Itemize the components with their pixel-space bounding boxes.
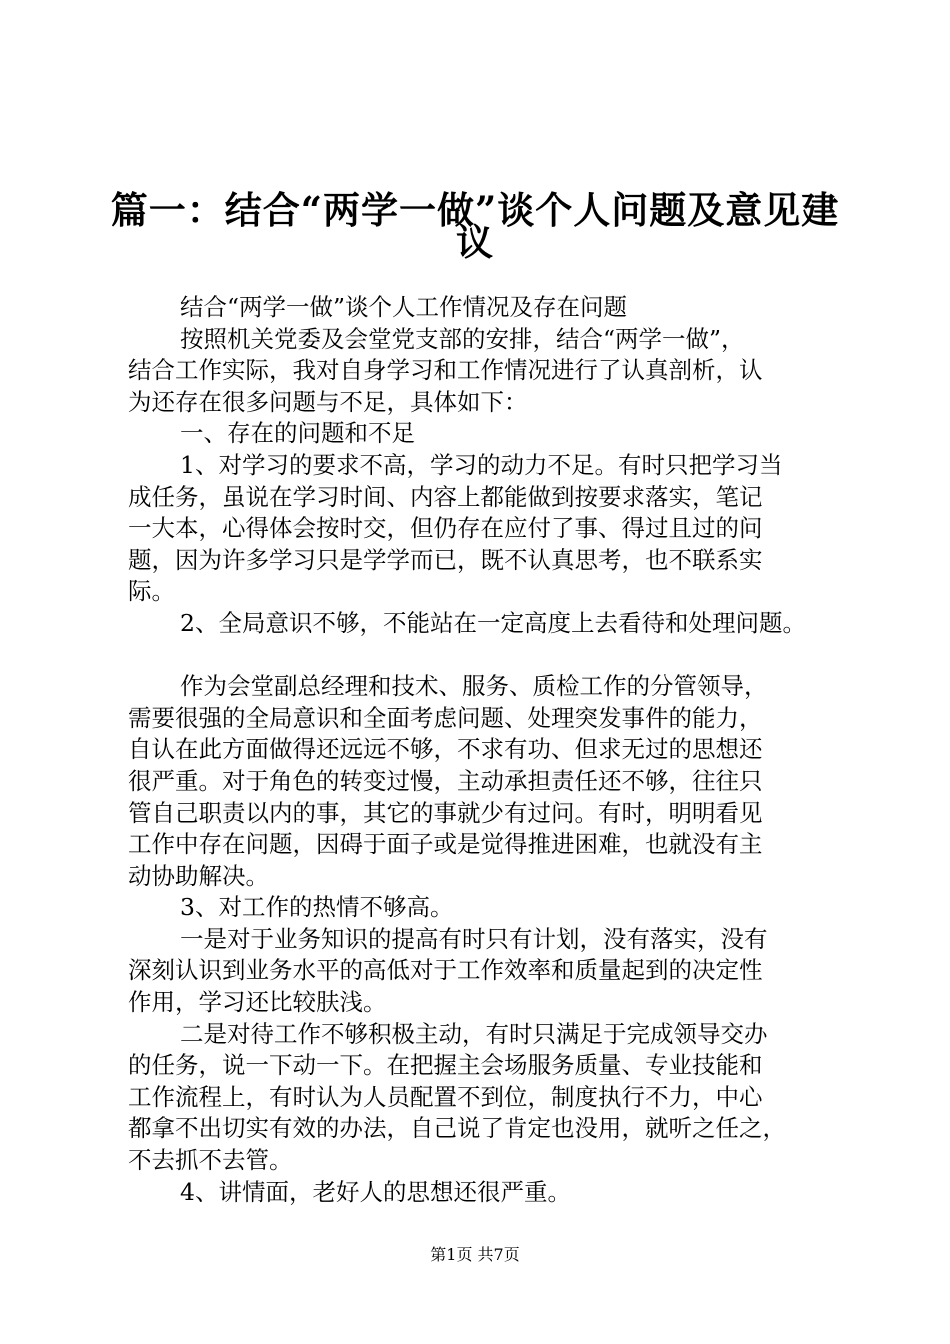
body-line: 很严重。对于角色的转变过慢，主动承担责任还不够，往往只 — [128, 766, 763, 795]
body-line: 动协助解决。 — [128, 861, 269, 890]
body-line: 深刻认识到业务水平的高低对于工作效率和质量起到的决定性 — [128, 956, 763, 985]
body-line: 际。 — [128, 577, 175, 606]
body-line: 一大本，心得体会按时交，但仍存在应付了事、得过且过的问 — [128, 514, 763, 543]
body-line: 3、对工作的热情不够高。 — [180, 893, 454, 922]
body-line: 按照机关党委及会堂党支部的安排，结合“两学一做”， — [180, 324, 745, 353]
body-line — [128, 640, 848, 672]
body-line: 一、存在的问题和不足 — [180, 419, 415, 448]
body-line: 为还存在很多问题与不足，具体如下： — [128, 387, 528, 416]
body-line: 2、全局意识不够，不能站在一定高度上去看待和处理问题。 — [180, 608, 806, 637]
body-line: 需要很强的全局意识和全面考虑问题、处理突发事件的能力， — [128, 703, 763, 732]
body-line: 不去抓不去管。 — [128, 1146, 293, 1175]
body-line: 工作中存在问题，因碍于面子或是觉得推进困难，也就没有主 — [128, 830, 763, 859]
body-line: 一是对于业务知识的提高有时只有计划，没有落实，没有 — [180, 924, 768, 953]
body-line: 二是对待工作不够积极主动，有时只满足于完成领导交办 — [180, 1019, 768, 1048]
body-line: 1、对学习的要求不高，学习的动力不足。有时只把学习当 — [180, 450, 783, 479]
body-line: 作为会堂副总经理和技术、服务、质检工作的分管领导， — [180, 672, 768, 701]
body-line: 自认在此方面做得还远远不够，不求有功、但求无过的思想还 — [128, 735, 763, 764]
document-title-line-1: 篇一：结合“两学一做”谈个人问题及意见建 — [110, 188, 840, 232]
page-footer: 第1页 共7页 — [430, 1245, 520, 1264]
body-line: 题，因为许多学习只是学学而已，既不认真思考，也不联系实 — [128, 545, 763, 574]
document-body — [128, 292, 848, 1208]
body-line: 管自己职责以内的事，其它的事就少有过问。有时，明明看见 — [128, 798, 763, 827]
body-line: 结合工作实际，我对自身学习和工作情况进行了认真剖析，认 — [128, 356, 763, 385]
body-line: 作用，学习还比较肤浅。 — [128, 988, 387, 1017]
body-line: 工作流程上，有时认为人员配置不到位，制度执行不力，中心 — [128, 1082, 763, 1111]
body-line: 4、讲情面，老好人的思想还很严重。 — [180, 1177, 571, 1206]
body-line: 都拿不出切实有效的办法，自己说了肯定也没用，就听之任之， — [128, 1114, 786, 1143]
body-line: 成任务，虽说在学习时间、内容上都能做到按要求落实，笔记 — [128, 482, 763, 511]
document-title-line-2: 议 — [456, 220, 494, 264]
body-line: 的任务，说一下动一下。在把握主会场服务质量、专业技能和 — [128, 1051, 763, 1080]
body-line: 结合“两学一做”谈个人工作情况及存在问题 — [180, 293, 628, 321]
